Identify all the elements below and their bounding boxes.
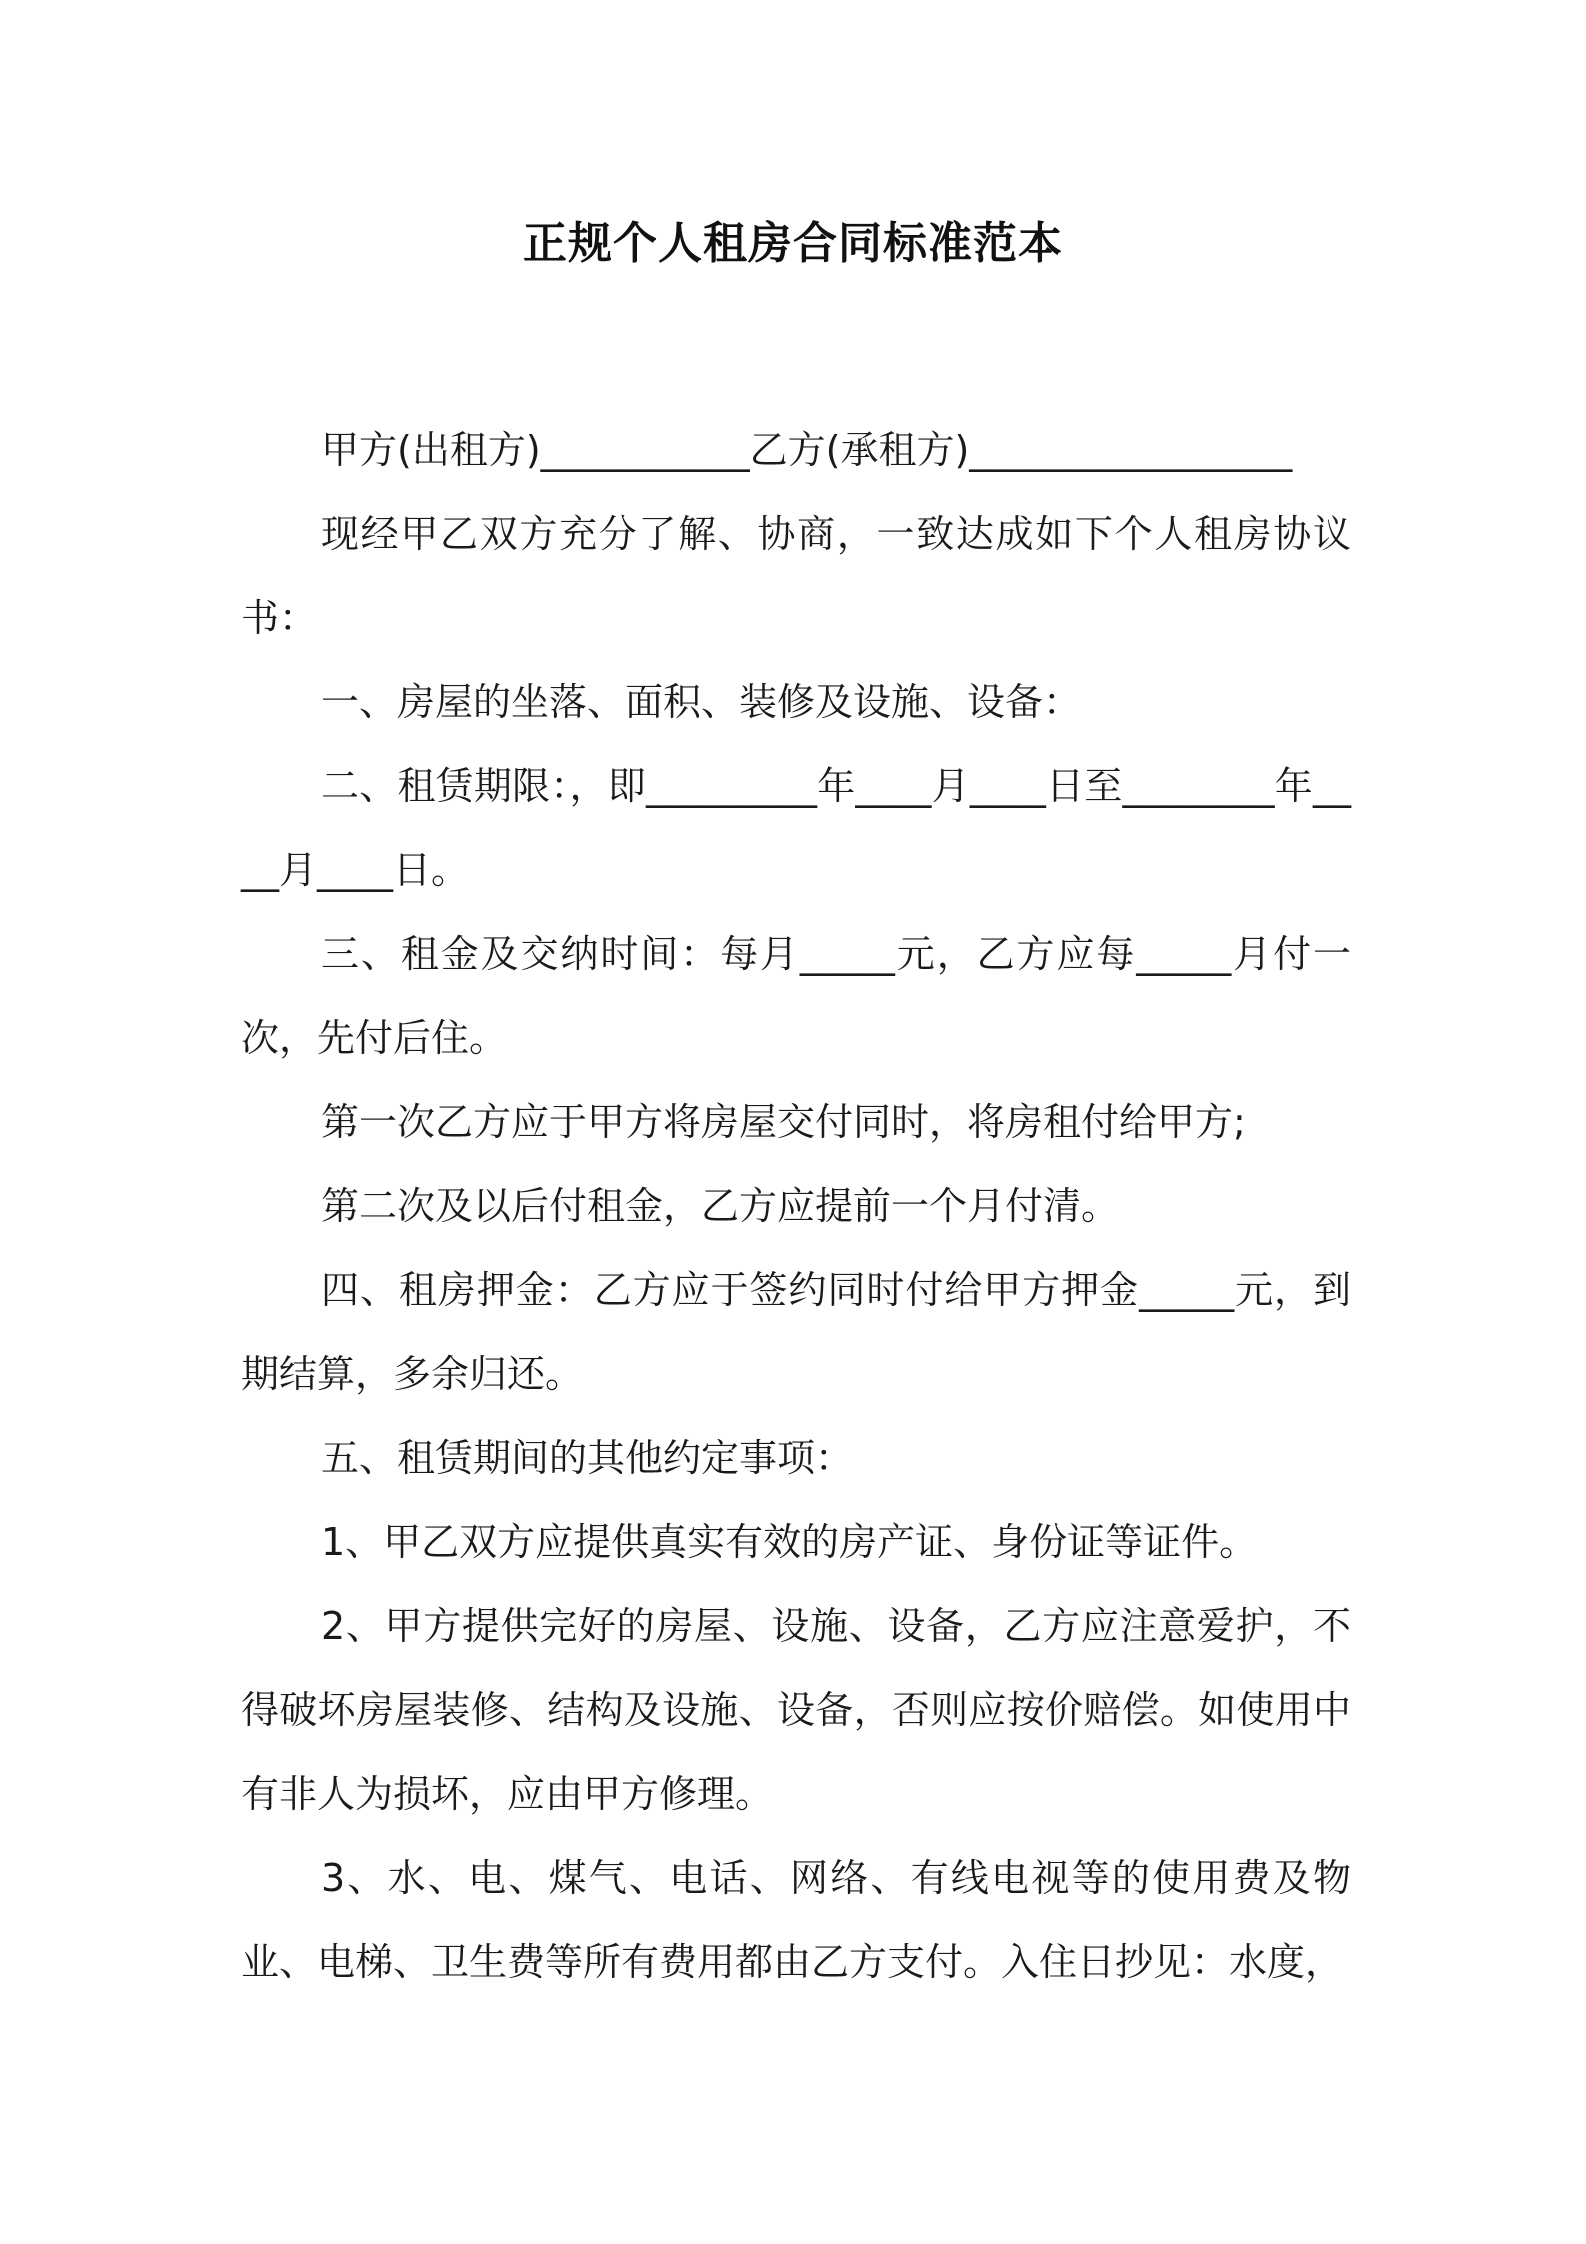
clause-3-rent: 三、租金及交纳时间：每月_____元，乙方应每_____月付一次，先付后住。 <box>241 932 1351 1060</box>
term-2-maintenance: 2、甲方提供完好的房屋、设施、设备，乙方应注意爱护，不得破坏房屋装修、结构及设施、设备，否则应按价赔偿。如使用中有非人为损坏，应由甲方修理。 <box>241 1604 1351 1816</box>
clause-4-deposit: 四、租房押金：乙方应于签约同时付给甲方押金_____元，到期结算，多余归还。 <box>241 1268 1351 1396</box>
intro-paragraph: 现经甲乙双方充分了解、协商，一致达成如下个人租房协议书： <box>241 512 1351 640</box>
subsequent-payment-note: 第二次及以后付租金，乙方应提前一个月付清。 <box>321 1184 1120 1228</box>
document-body <box>241 408 1351 2004</box>
term-3-utilities: 3、水、电、煤气、电话、网络、有线电视等的使用费及物业、电梯、卫生费等所有费用都由乙方支付。入住日抄见：水度， <box>241 1856 1351 1984</box>
clause-2-lease-term: 二、租赁期限：，即_________年____月____日至________年____月____日。 <box>241 764 1351 892</box>
first-payment-note: 第一次乙方应于甲方将房屋交付同时，将房租付给甲方; <box>321 1100 1246 1144</box>
clause-5-other-terms: 五、租赁期间的其他约定事项： <box>321 1436 854 1480</box>
parties-line: 甲方(出租方)___________乙方(承租方)_________________ <box>321 428 1293 472</box>
document-title: 正规个人租房合同标准范本 <box>523 218 1063 269</box>
term-1-documents: 1、甲乙双方应提供真实有效的房产证、身份证等证件。 <box>321 1520 1258 1564</box>
clause-1-location: 一、房屋的坐落、面积、装修及设施、设备： <box>321 680 1082 724</box>
